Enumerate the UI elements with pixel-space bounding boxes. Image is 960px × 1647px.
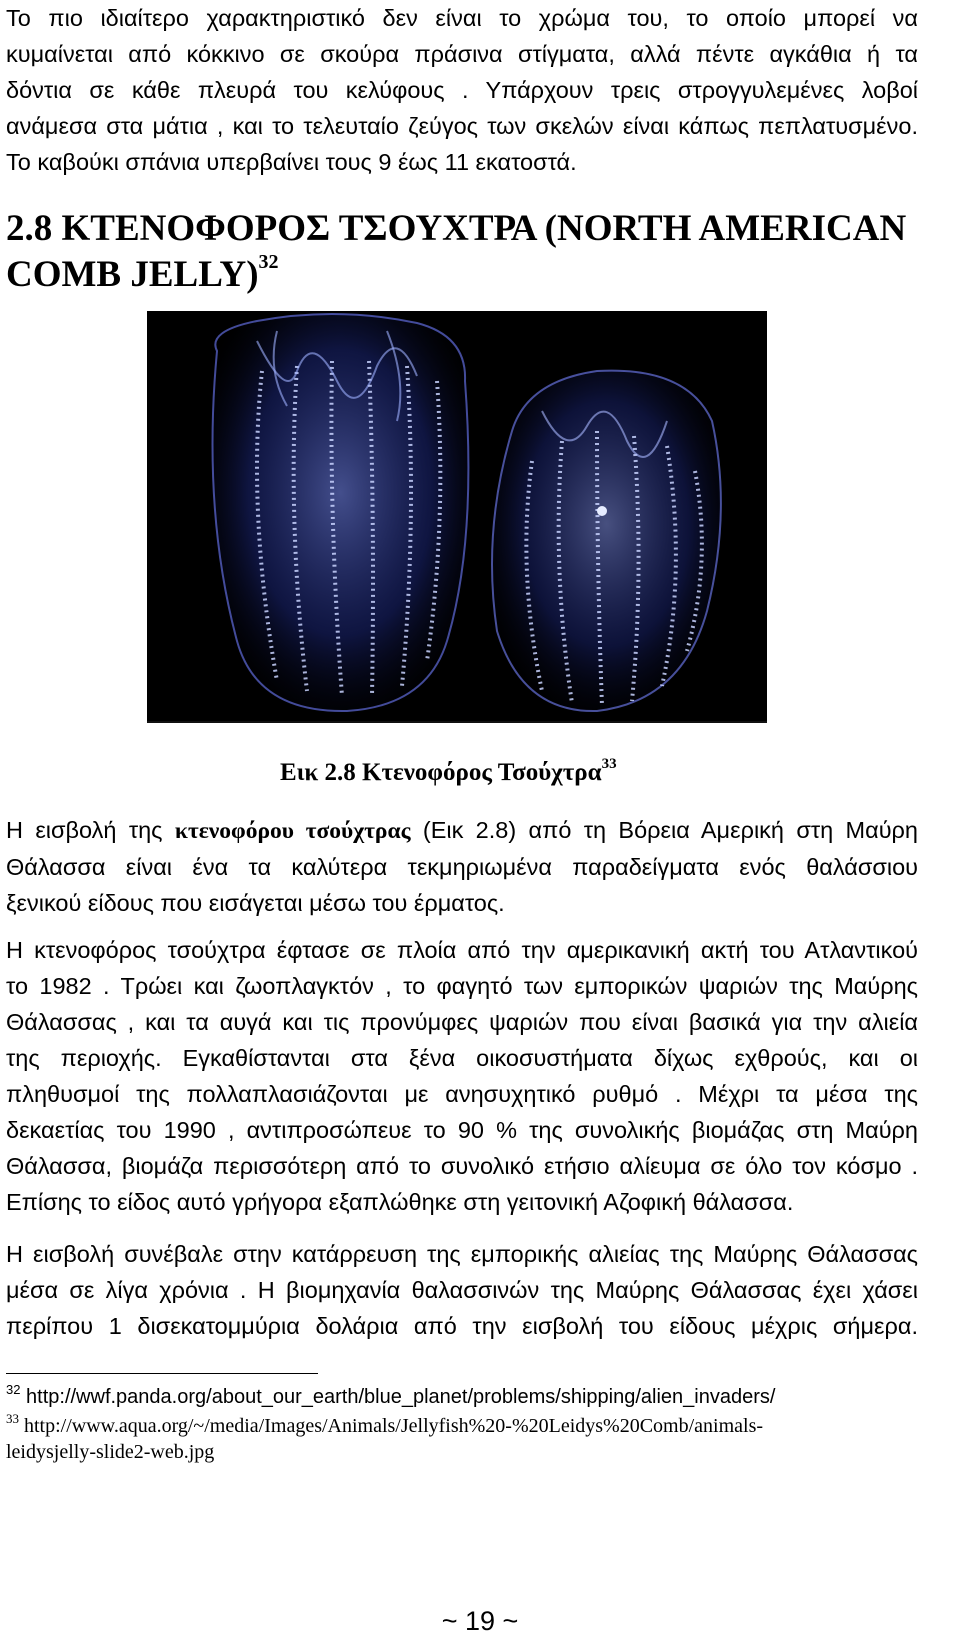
intro-line: ανάμεσα στα μάτια , και το τελευταίο ζεύγος των σκελών είναι κάπως πεπλατυσμένο. xyxy=(6,113,918,139)
paragraph-line: Η κτενοφόρος τσούχτρα έφτασε σε πλοία από την αμερικανική ακτή του Ατλαντικού xyxy=(6,937,918,963)
heading-line-2-text: COMB JELLY) xyxy=(6,254,259,295)
paragraph-line: περίπου 1 δισεκατομμύρια δολάρια από την εισβολή του είδους μέχρις σήμερα. xyxy=(6,1313,918,1339)
heading-footnote-ref: 32 xyxy=(258,251,279,273)
comb-jelly-photo xyxy=(147,311,767,723)
section-heading xyxy=(6,206,916,298)
footnote-link[interactable]: http://www.aqua.org/~/media/Images/Animals/Jellyfish%20-%20Leidys%20Comb/animals- xyxy=(24,1415,764,1437)
paragraph-line: μέσα σε λίγα χρόνια . Η βιομηχανία θαλασσινών της Μαύρης Θάλασσας έχει χάσει xyxy=(6,1277,918,1303)
intro-line: κυμαίνεται από κόκκινο σε σκούρα πράσινα στίγματα, αλλά πέντε αγκάθια ή τα xyxy=(6,41,918,67)
footnote-separator xyxy=(6,1373,318,1374)
paragraph-line: Η εισβολή συνέβαλε στην κατάρρευση της εμπορικής αλιείας της Μαύρης Θάλασσας xyxy=(6,1241,918,1267)
paragraph-line: Επίσης το είδος αυτό γρήγορα εξαπλώθηκε στη γειτονική Αζοφική θάλασσα. xyxy=(6,1189,794,1215)
keyword-comb-jelly: κτενοφόρου τσούχτρας xyxy=(174,818,411,844)
caption-footnote-ref: 33 xyxy=(601,756,617,772)
paragraph-line: ξενικού είδους που εισάγεται μέσω του έρματος. xyxy=(6,890,505,916)
comb-jelly-illustration xyxy=(147,311,767,721)
intro-line: Το καβούκι σπάνια υπερβαίνει τους 9 έως 11 εκατοστά. xyxy=(6,149,577,175)
paragraph-rest-text: (Εικ 2.8) από τη Βόρεια Αμερική στη Μαύρη xyxy=(410,817,918,843)
footnote-32 xyxy=(6,1384,916,1410)
heading-line-1: 2.8 ΚΤΕΝΟΦΟΡΟΣ ΤΣΟΥΧΤΡΑ (NORTH AMERICAN xyxy=(6,208,907,249)
paragraph-line: δεκαετίας του 1990 , αντιπροσώπευε το 90 % της συνολικής βιομάζας στη Μαύρη xyxy=(6,1117,918,1143)
intro-paragraph xyxy=(6,0,918,180)
paragraph-lead-text: Η εισβολή της xyxy=(6,817,175,843)
paragraph-line: το 1982 . Τρώει και ζωοπλαγκτόν , το φαγητό των εμπορικών ψαριών της Μαύρης xyxy=(6,973,918,999)
paragraph-line: Θάλασσας , και τα αυγά και τις προνύμφες ψαριών που είναι βασικά για την αλιεία xyxy=(6,1009,918,1035)
figure-caption-text: Εικ 2.8 Κτενοφόρος Τσούχτρα xyxy=(280,759,602,786)
footnote-number: 33 xyxy=(6,1411,19,1426)
paragraph-collapse xyxy=(6,1236,918,1344)
paragraph-line: πληθυσμοί της πολλαπλασιάζονται με ανησυχητικό ρυθμό . Μέχρι τα μέσα της xyxy=(6,1081,918,1107)
paragraph-line xyxy=(6,812,918,849)
intro-line: δόντια σε κάθε πλευρά του κελύφους . Υπάρχουν τρεις στρογγυλεμένες λοβοί xyxy=(6,77,918,103)
figure-caption xyxy=(280,758,617,788)
paragraph-invasion xyxy=(6,812,918,921)
footnote-number: 32 xyxy=(6,1382,21,1397)
paragraph-line: Θάλασσα είναι ένα τα καλύτερα τεκμηριωμένα παραδείγματα ενός θαλάσσιου xyxy=(6,854,918,880)
paragraph-line: Θάλασσα, βιομάζα περισσότερη από το συνολικό ετήσιο αλίευμα σε όλο τον κόσμο . xyxy=(6,1153,918,1179)
paragraph-line: της περιοχής. Εγκαθίστανται στα ξένα οικοσυστήματα δίχως εχθρούς, και οι xyxy=(6,1045,918,1071)
footnote-33 xyxy=(6,1413,916,1465)
heading-line-2 xyxy=(6,252,916,298)
page-number: ~ 19 ~ xyxy=(441,1606,519,1636)
left-jelly xyxy=(213,314,469,711)
footnote-link[interactable]: http://wwf.panda.org/about_our_earth/blue_planet/problems/shipping/alien_invaders/ xyxy=(26,1386,776,1408)
intro-line: Το πιο ιδιαίτερο χαρακτηριστικό δεν είναι το χρώμα του, το οποίο μπορεί να xyxy=(6,5,918,31)
footnote-link-continued[interactable]: leidysjelly-slide2-web.jpg xyxy=(6,1441,215,1463)
paragraph-arrival xyxy=(6,932,918,1220)
